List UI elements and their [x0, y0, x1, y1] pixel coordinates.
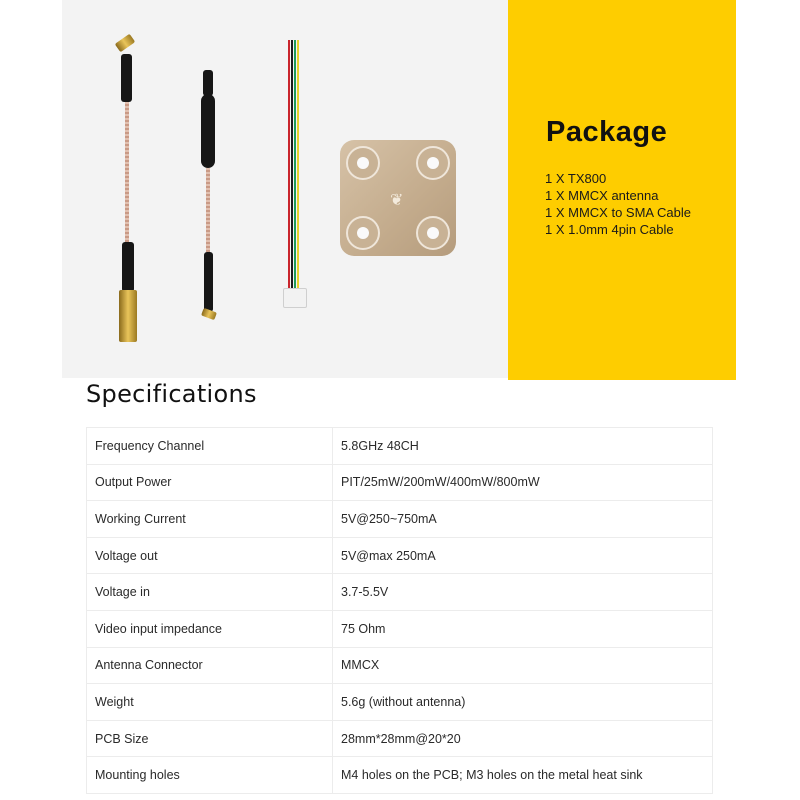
heat-shrink — [122, 242, 134, 292]
spec-label: Antenna Connector — [87, 647, 333, 684]
coax-wire — [125, 102, 129, 242]
package-item: 1 X 1.0mm 4pin Cable — [545, 222, 674, 237]
table-row — [87, 537, 713, 574]
table-row — [87, 647, 713, 684]
yellow-wire — [297, 40, 299, 290]
mmcx-connector-icon — [115, 34, 135, 53]
heat-shrink — [203, 70, 213, 96]
product-photo — [62, 0, 508, 378]
mounting-hole — [416, 146, 450, 180]
spec-value: 5V@max 250mA — [333, 537, 713, 574]
table-row — [87, 684, 713, 721]
mmcx-connector-icon — [201, 308, 217, 320]
sma-connector-icon — [119, 290, 137, 342]
specifications-title: Specifications — [86, 380, 257, 408]
mounting-hole — [346, 146, 380, 180]
red-wire — [288, 40, 290, 290]
spec-value: MMCX — [333, 647, 713, 684]
spec-label: Mounting holes — [87, 757, 333, 794]
spec-label: Video input impedance — [87, 610, 333, 647]
four-pin-cable-image — [280, 40, 310, 330]
jst-connector-icon — [283, 288, 307, 308]
spec-value: M4 holes on the PCB; M3 holes on the metal heat sink — [333, 757, 713, 794]
package-panel — [508, 0, 736, 380]
package-item: 1 X MMCX to SMA Cable — [545, 205, 691, 220]
package-title: Package — [546, 116, 668, 148]
table-row — [87, 501, 713, 538]
package-item: 1 X TX800 — [545, 171, 607, 186]
heat-shrink — [201, 94, 215, 168]
mounting-hole — [346, 216, 380, 250]
table-row — [87, 757, 713, 794]
coax-wire — [206, 168, 210, 252]
heat-shrink — [204, 252, 213, 312]
mounting-hole — [416, 216, 450, 250]
spec-value: 5.6g (without antenna) — [333, 684, 713, 721]
spec-value: 3.7-5.5V — [333, 574, 713, 611]
black-wire — [291, 40, 293, 290]
spec-value: PIT/25mW/200mW/400mW/800mW — [333, 464, 713, 501]
spec-label: Frequency Channel — [87, 428, 333, 465]
package-item: 1 X MMCX antenna — [545, 188, 659, 203]
spec-label: Voltage out — [87, 537, 333, 574]
tx800-vtx-image — [340, 140, 456, 256]
brand-logo-icon: ❦ — [390, 192, 404, 209]
spec-label: Weight — [87, 684, 333, 721]
spec-label: Output Power — [87, 464, 333, 501]
spec-label: Working Current — [87, 501, 333, 538]
mmcx-to-sma-cable-image — [112, 38, 152, 348]
green-wire — [294, 40, 296, 290]
spec-value: 75 Ohm — [333, 610, 713, 647]
table-row — [87, 464, 713, 501]
spec-value: 5.8GHz 48CH — [333, 428, 713, 465]
spec-label: PCB Size — [87, 720, 333, 757]
specifications-table — [86, 427, 713, 794]
table-row — [87, 720, 713, 757]
mmcx-antenna-image — [196, 70, 236, 340]
spec-value: 28mm*28mm@20*20 — [333, 720, 713, 757]
table-row — [87, 610, 713, 647]
spec-value: 5V@250~750mA — [333, 501, 713, 538]
table-row — [87, 574, 713, 611]
table-row — [87, 428, 713, 465]
heat-shrink — [121, 54, 132, 102]
package-list — [545, 170, 691, 238]
spec-label: Voltage in — [87, 574, 333, 611]
